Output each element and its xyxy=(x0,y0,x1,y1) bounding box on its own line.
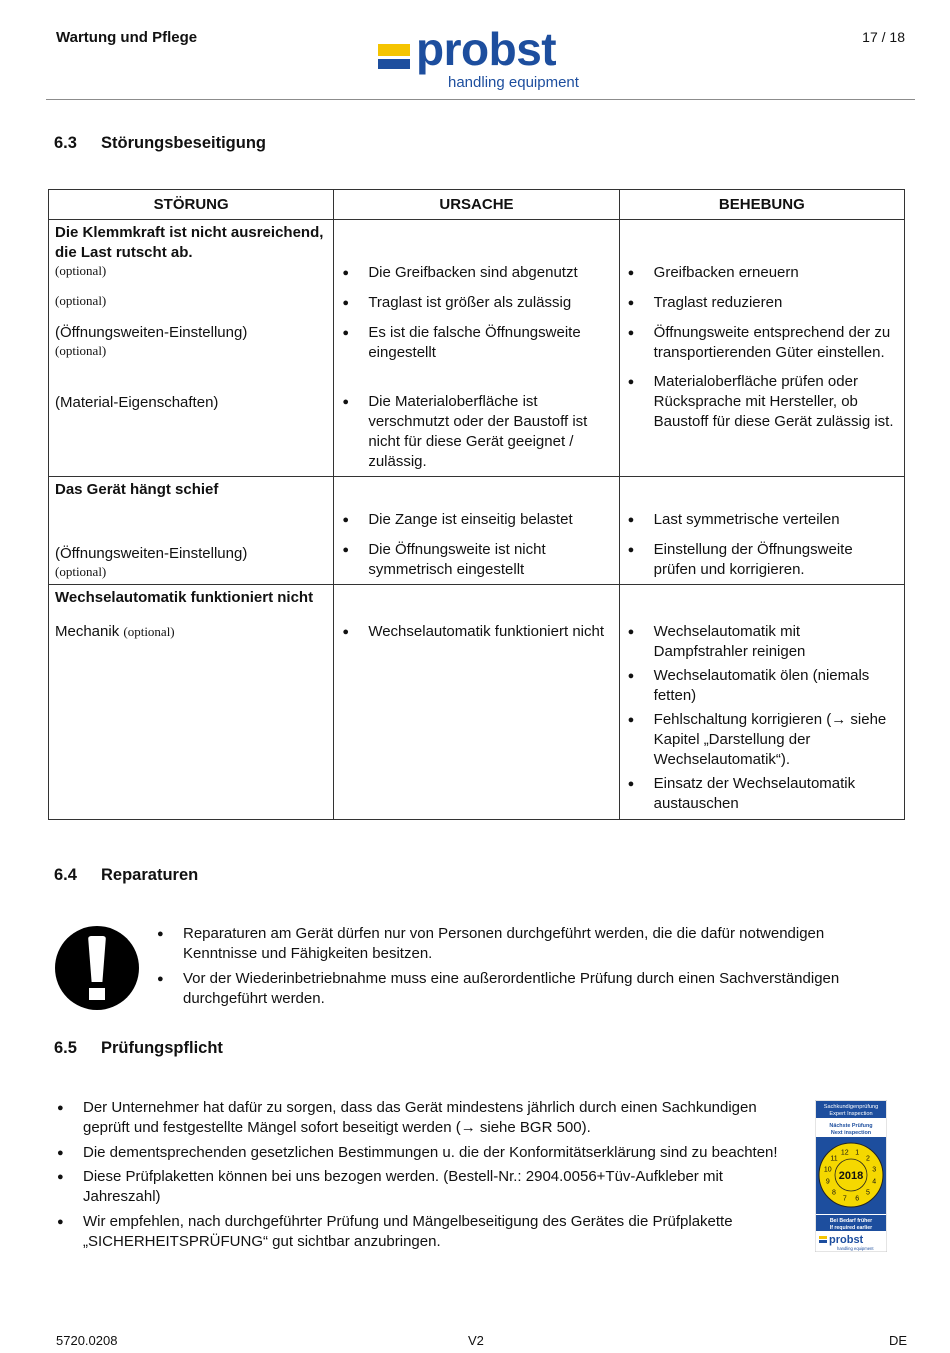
section-number: 6.4 xyxy=(54,866,77,884)
language-code: DE xyxy=(888,1333,907,1348)
fix-item: ● Greifbacken erneuern xyxy=(626,263,898,283)
cause-item: ● Die Öffnungsweite ist nicht symmetrisch eingestellt xyxy=(340,540,612,580)
section-heading-6-4 xyxy=(54,866,198,885)
sticker-line3: Nächste Prüfung xyxy=(829,1123,873,1129)
fault-cell xyxy=(49,220,334,477)
fix-cell xyxy=(619,585,904,820)
fault-table xyxy=(48,189,905,820)
sticker-month: 7 xyxy=(842,1195,847,1203)
column-header: BEHEBUNG xyxy=(619,190,904,220)
logo-mark xyxy=(378,44,410,72)
table-row xyxy=(49,220,905,477)
fault-title: Das Gerät hängt schief xyxy=(55,481,219,498)
logo-word: probst xyxy=(416,23,557,75)
sticker-month: 9 xyxy=(825,1178,830,1186)
optional-note: (optional) xyxy=(123,624,175,639)
table-header-row xyxy=(49,190,905,220)
table-row xyxy=(49,585,905,820)
sticker-month: 6 xyxy=(855,1195,860,1203)
section-number: 6.3 xyxy=(54,134,77,152)
sticker-line4: Next inspection xyxy=(830,1130,872,1136)
section-heading-6-5 xyxy=(54,1039,223,1058)
page-number: 17 / 18 xyxy=(862,29,905,45)
repair-note xyxy=(55,924,915,1013)
fault-detail-text: Mechanik xyxy=(55,623,120,640)
cause-item: ● Die Materialoberfläche ist verschmutzt oder der Baustoff ist nicht für diese Gerät geeignet / zulässig. xyxy=(340,392,612,472)
sticker-month: 4 xyxy=(872,1178,877,1186)
list-item: ● Der Unternehmer hat dafür zu sorgen, dass das Gerät mindestens jährlich durch einen Sachkundigen geprüft und festgestellte Mängel sofort beseitigt werden (→ siehe BGR 500). xyxy=(55,1098,785,1138)
logo-subtitle: handling equipment xyxy=(448,74,579,91)
fault-detail: (Öffnungsweiten-Einstellung) xyxy=(55,324,248,341)
section-title: Prüfungspflicht xyxy=(101,1039,223,1057)
fault-title: Wechselautomatik funktioniert nicht xyxy=(55,589,314,606)
fix-item: ● Einsatz der Wechselautomatik austauschen xyxy=(626,774,898,814)
inspection-sticker xyxy=(815,1100,887,1252)
fix-cell xyxy=(619,477,904,585)
cause-cell xyxy=(334,220,619,477)
sticker-month: 12 xyxy=(840,1149,849,1157)
section-title: Reparaturen xyxy=(101,866,199,884)
document-number: 5720.0208 xyxy=(56,1333,118,1348)
chapter-title: Wartung und Pflege xyxy=(56,29,198,46)
fix-item: ● Wechselautomatik ölen (niemals fetten) xyxy=(626,666,898,706)
optional-note: (optional) xyxy=(55,293,107,308)
fix-item: ● Öffnungsweite entsprechend der zu transportierenden Güter einstellen. xyxy=(626,323,898,363)
fix-item: ● Last symmetrische verteilen xyxy=(626,510,898,530)
fault-detail: (Öffnungsweiten-Einstellung) xyxy=(55,545,248,562)
table-row xyxy=(49,477,905,585)
fault-detail: (Material-Eigenschaften) xyxy=(55,394,219,411)
list-item: ● Wir empfehlen, nach durchgeführter Prüfung und Mängelbeseitigung des Gerätes die Prüfplakette „SICHERHEITSPRÜFUNG“ gut sichtbar anzubringen. xyxy=(55,1212,785,1252)
fix-item: ● Einstellung der Öffnungsweite prüfen und korrigieren. xyxy=(626,540,898,580)
sticker-brand: probst xyxy=(829,1234,864,1246)
exclamation-icon xyxy=(55,926,139,1010)
fix-item: ● Materialoberfläche prüfen oder Rücksprache mit Hersteller, ob Baustoff für diese Gerät zulässig ist. xyxy=(626,372,898,432)
fix-item: ● Fehlschaltung korrigieren (→ siehe Kapitel „Darstellung der Wechselautomatik“). xyxy=(626,710,898,770)
optional-note: (optional) xyxy=(55,343,107,358)
header-divider xyxy=(46,99,915,100)
sticker-month: 10 xyxy=(823,1166,832,1174)
sticker-line6: If required earlier xyxy=(829,1225,873,1231)
cause-cell xyxy=(334,477,619,585)
fix-item: ● Traglast reduzieren xyxy=(626,293,898,313)
sticker-line2: Expert Inspection xyxy=(829,1111,873,1117)
section-number: 6.5 xyxy=(54,1039,77,1057)
cause-item: ● Traglast ist größer als zulässig xyxy=(340,293,612,313)
column-header: STÖRUNG xyxy=(49,190,334,220)
sticker-year: 2018 xyxy=(838,1170,864,1182)
fault-cell xyxy=(49,477,334,585)
sticker-brand-sub: handling equipment xyxy=(837,1246,874,1251)
cause-item: ● Wechselautomatik funktioniert nicht xyxy=(340,622,612,642)
inspection-list xyxy=(55,1098,785,1256)
cause-item: ● Die Zange ist einseitig belastet xyxy=(340,510,612,530)
sticker-line1: Sachkundigenprüfung xyxy=(823,1104,879,1110)
sticker-month: 11 xyxy=(830,1155,838,1163)
sticker-month: 8 xyxy=(832,1189,836,1197)
list-item: ● Diese Prüfplaketten können bei uns bezogen werden. (Bestell-Nr.: 2904.0056+Tüv-Aufkleber mit Jahreszahl) xyxy=(55,1167,785,1207)
fix-item: ● Wechselautomatik mit Dampfstrahler reinigen xyxy=(626,622,898,662)
cause-item: ● Die Greifbacken sind abgenutzt xyxy=(340,263,612,283)
list-item: ● Reparaturen am Gerät dürfen nur von Personen durchgeführt werden, die die dafür notwendigen Kenntnisse und Fähigkeiten besitzen. xyxy=(155,924,875,964)
sticker-month: 1 xyxy=(855,1149,860,1157)
fault-cell xyxy=(49,585,334,820)
section-heading-6-3 xyxy=(54,134,266,153)
section-title: Störungsbeseitigung xyxy=(101,134,266,152)
sticker-line5: Bei Bedarf früher xyxy=(829,1218,873,1224)
sticker-month: 5 xyxy=(866,1189,870,1197)
sticker-month: 3 xyxy=(872,1166,877,1174)
repair-list xyxy=(155,924,875,1009)
cause-cell xyxy=(334,585,619,820)
list-item: ● Vor der Wiederinbetriebnahme muss eine außerordentliche Prüfung durch einen Sachverständigen durchgeführt werden. xyxy=(155,969,875,1009)
sticker-month: 2 xyxy=(866,1155,870,1163)
fault-detail xyxy=(55,622,327,642)
fault-title: Die Klemmkraft ist nicht ausreichend, die Last rutscht ab. xyxy=(55,224,324,261)
list-item: ● Die dementsprechenden gesetzlichen Bestimmungen u. die der Konformitätserklärung sind zu beachten! xyxy=(55,1143,785,1163)
probst-logo xyxy=(378,23,593,94)
version: V2 xyxy=(468,1333,484,1348)
cause-item: ● Es ist die falsche Öffnungsweite eingestellt xyxy=(340,323,612,363)
optional-note: (optional) xyxy=(55,263,107,278)
column-header: URSACHE xyxy=(334,190,619,220)
fix-cell xyxy=(619,220,904,477)
optional-note: (optional) xyxy=(55,564,107,579)
